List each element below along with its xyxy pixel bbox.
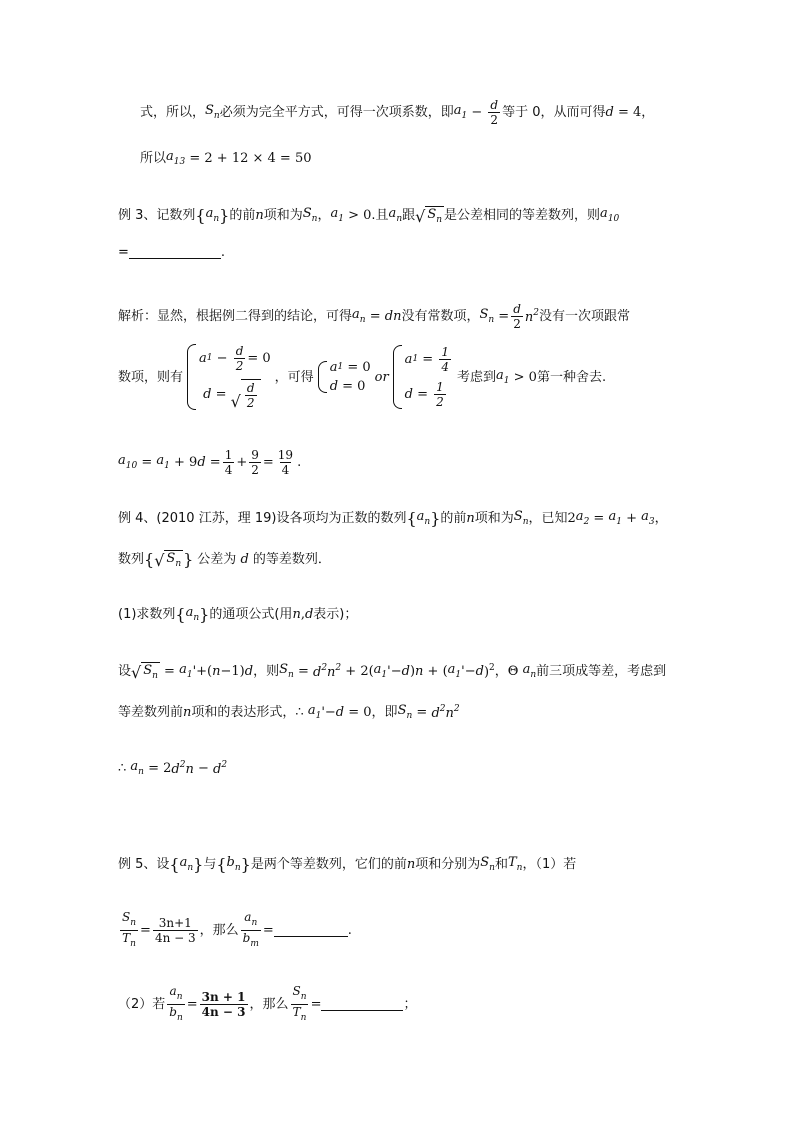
text: 是两个等差数列，它们的前 (250, 857, 407, 872)
answer-blank[interactable] (129, 246, 221, 259)
text: 式，所以， (140, 105, 206, 120)
text: 数项，则有 (118, 369, 184, 385)
analysis-line-1: 解析：显然，根据例二得到的结论，可得 $a_n$ = dn 没有常数项， $S_n$ = $\frac{d}{2}$ $n^2$ 没有一次项跟常 (118, 302, 631, 331)
text: 的通项公式(用 (209, 607, 293, 622)
text: or (374, 369, 389, 385)
answer-blank[interactable] (321, 998, 403, 1011)
text: ； (403, 997, 417, 1012)
text: 没有一次项跟常 (539, 309, 631, 324)
text: 所以 (140, 151, 167, 166)
text: 考虑到 (456, 369, 496, 385)
text: = (118, 245, 129, 260)
text: 等于 0，从而可得 (502, 105, 606, 120)
text: . (297, 455, 302, 470)
example-4-line-1: 例 4、(2010 江苏，理 19)设各项均为正数的数列 { $a_n$ } 的前 n 项和为 $S_n$ ，已知 2 $a_2$ = $a_1$ + $a_3$ ， (118, 508, 668, 528)
text: 设 (118, 664, 132, 679)
text: 第一种舍去. (536, 369, 607, 385)
text: . (220, 245, 226, 260)
solution-line-1: 式，所以， $S_n$ 必须为完全平方式，可得一次项系数，即 $a_1$ − $\frac{d}{2}$ 等于 0，从而可得 d = 4 ， (140, 98, 655, 127)
text: 例 4、(2010 江苏，理 19)设各项均为正数的数列 (118, 511, 407, 526)
text: ， (317, 208, 331, 223)
text: 公差为 (197, 552, 237, 567)
text: 前三项成等差，考虑到 (536, 664, 667, 679)
equation-system: a 1 = 0 d = 0 (318, 361, 371, 393)
text: 项和为 (474, 511, 514, 526)
text: 项和分别为 (415, 857, 481, 872)
text: ，（1）若 (522, 857, 577, 872)
text: 的等差数列． (252, 552, 331, 567)
text: 表示)； (313, 607, 358, 622)
set-line-1: 设 √ $S_n$ = $a_1$ '+( n −1) d ，则 $S_n$ = $d^2n^2$ + 2( $a_1$ '− d ) n + ( $a_1$ '− d )$^2$ ， Θ $a_n$ 前三项成等差，考虑到 (118, 662, 667, 682)
text: 和 (494, 857, 508, 872)
set-line-2: 等差数列前 n 项和的表达形式， ∴ $a_1$ '− d = 0 ，即 $S_n$ = $d^2n^2$ (118, 703, 460, 721)
text: ，那么 (199, 923, 239, 938)
text: 的前 (229, 208, 256, 223)
text: 解析：显然，根据例二得到的结论，可得 (118, 309, 353, 324)
example-4-line-2: 数列 { √ $S_n$ } 公差为 d 的等差数列． (118, 549, 331, 570)
text: ，已知 (528, 511, 568, 526)
result-an-line: ∴ $a_n$ = 2 $d^2n$ − $d^2$ (118, 759, 228, 777)
text: 的前 (440, 511, 467, 526)
analysis-line-2: 数项，则有 a 1 − $\frac{d}{2}$ = 0 d = √ $\frac{d}{2}$ ，可得 a 1 = 0 d = 0 or a 1 = $\frac{1}{4}$ d = $\frac{1}{2}$ 考虑到 $a_1$ > 0 第一种舍去. (118, 344, 607, 411)
text: ，可得 (274, 369, 314, 385)
answer-blank[interactable] (274, 924, 348, 937)
text: ， (654, 511, 668, 526)
equation-system: a 1 − $\frac{d}{2}$ = 0 d = √ $\frac{d}{2}$ (187, 344, 271, 410)
math-expression: = 2 + 12 × 4 = 50 (189, 151, 312, 166)
text: ，即 (371, 705, 398, 720)
text: 必须为完全平方式，可得一次项系数，即 (219, 105, 454, 120)
text: 数列 (118, 552, 145, 567)
text: ， (494, 664, 508, 679)
text: 是公差相同的等差数列，则 (444, 208, 601, 223)
text: 项和为 (263, 208, 303, 223)
text: 例 5、设 (118, 857, 170, 872)
text: 等差数列前 (118, 705, 184, 720)
question-2-line: （2）若 $\frac{a_n}{b_n}$ = $\frac{3n + 1}{4n - 3}$ ，那么 $\frac{S_n}{T_n}$ = ； (118, 984, 417, 1023)
text: 例 3、记数列 (118, 208, 196, 223)
text: ， (641, 105, 655, 120)
text: . (347, 923, 352, 938)
example-5-line-2: $\frac{S_n}{T_n}$ = $\frac{3n+1}{4n - 3}$ ，那么 $\frac{a_n}{b_m}$ = . (122, 910, 352, 949)
equation-system: a 1 = $\frac{1}{4}$ d = $\frac{1}{2}$ (393, 345, 453, 409)
text: .且 (371, 208, 389, 223)
question-1-line: (1)求数列 { $a_n$ } 的通项公式(用 n , d 表示)； (118, 604, 358, 624)
text: 没有常数项， (401, 309, 480, 324)
solution-line-2: 所以 $a_{13}$ = 2 + 12 × 4 = 50 (140, 149, 312, 167)
text: ，那么 (249, 997, 289, 1012)
text: (1)求数列 (118, 607, 176, 622)
text: 项和的表达形式， (191, 705, 296, 720)
text: （2）若 (118, 997, 166, 1012)
a10-result-line: $a_{10}$ = $a_1$ + 9 d = $\frac{1}{4}$ + $\frac{9}{2}$ = $\frac{19}{4}$ . (118, 448, 302, 477)
text: ，则 (253, 664, 280, 679)
text: 与 (203, 857, 217, 872)
text: 跟 (402, 208, 416, 223)
example-3-line-1: 例 3、记数列 { $a_n$ } 的前 n 项和为 $S_n$ ， $a_1$ > 0 .且 $a_n$ 跟 √ $S_n$ 是公差相同的等差数列，则 $a_{10}$ (118, 205, 620, 226)
example-5-line-1: 例 5、设 { $a_n$ } 与 { $b_n$ } 是两个等差数列，它们的前 n 项和分别为 $S_n$ 和 $T_n$ ，（1）若 (118, 854, 577, 874)
text: ∴ (118, 761, 127, 776)
example-3-line-2 (118, 246, 225, 259)
